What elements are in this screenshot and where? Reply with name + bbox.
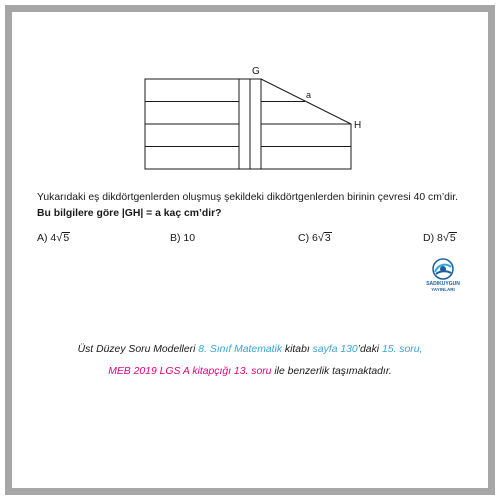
option-c-radicand: 3 bbox=[324, 232, 331, 244]
point-h-label: H bbox=[354, 120, 362, 131]
left-rect-1 bbox=[145, 79, 239, 102]
note-connector-2: ’daki bbox=[357, 344, 382, 355]
left-rect-2 bbox=[145, 102, 239, 125]
vertical-rect-2 bbox=[250, 79, 261, 169]
option-c[interactable] bbox=[298, 232, 332, 244]
note-line-1 bbox=[20, 344, 480, 355]
option-a[interactable] bbox=[37, 232, 70, 244]
publisher-logo-icon bbox=[426, 258, 460, 300]
sqrt-icon: √ bbox=[56, 232, 63, 244]
right-rect-4 bbox=[261, 147, 351, 170]
note-book-title: 8. Sınıf Matematik bbox=[198, 344, 283, 355]
question-line-2: Bu bilgilere göre |GH| = a kaç cm’dir? bbox=[37, 208, 222, 219]
rectangles-figure bbox=[135, 60, 375, 180]
option-a-radicand: 5 bbox=[63, 232, 70, 244]
left-rect-3 bbox=[145, 124, 239, 147]
vertical-rect-1 bbox=[239, 79, 250, 169]
segment-a-label: a bbox=[306, 90, 312, 100]
right-rect-3 bbox=[261, 124, 351, 147]
logo-text-line2: YAYINLARI bbox=[431, 287, 455, 292]
sqrt-icon: √ bbox=[442, 232, 449, 244]
note-line-2 bbox=[20, 366, 480, 377]
note-exam-reference: MEB 2019 LGS A kitapçığı 13. soru bbox=[108, 366, 272, 377]
option-d-radicand: 5 bbox=[449, 232, 456, 244]
option-b[interactable]: B) 10 bbox=[170, 232, 196, 244]
note-page: sayfa 130 bbox=[312, 344, 358, 355]
sqrt-icon: √ bbox=[317, 232, 324, 244]
note-question-number: 15. soru, bbox=[381, 344, 423, 355]
note-similarity: ile benzerlik taşımaktadır. bbox=[271, 366, 392, 377]
question-line-1: Yukarıdaki eş dikdörtgenlerden oluşmuş şekildeki dikdörtgenlerden birinin çevresi 40 cm’dir. bbox=[37, 192, 459, 203]
option-d[interactable] bbox=[423, 232, 457, 244]
question-text bbox=[37, 190, 477, 222]
note-connector-1: kitabı bbox=[282, 344, 313, 355]
logo-text-line1: SADIKUYGUN bbox=[426, 281, 460, 287]
point-g-label: G bbox=[252, 66, 260, 77]
left-rect-4 bbox=[145, 147, 239, 170]
option-c-prefix: C) 6 bbox=[298, 232, 318, 244]
note-book-series: Üst Düzey Soru Modelleri bbox=[77, 344, 199, 355]
option-d-prefix: D) 8 bbox=[423, 232, 443, 244]
option-a-prefix: A) 4 bbox=[37, 232, 57, 244]
